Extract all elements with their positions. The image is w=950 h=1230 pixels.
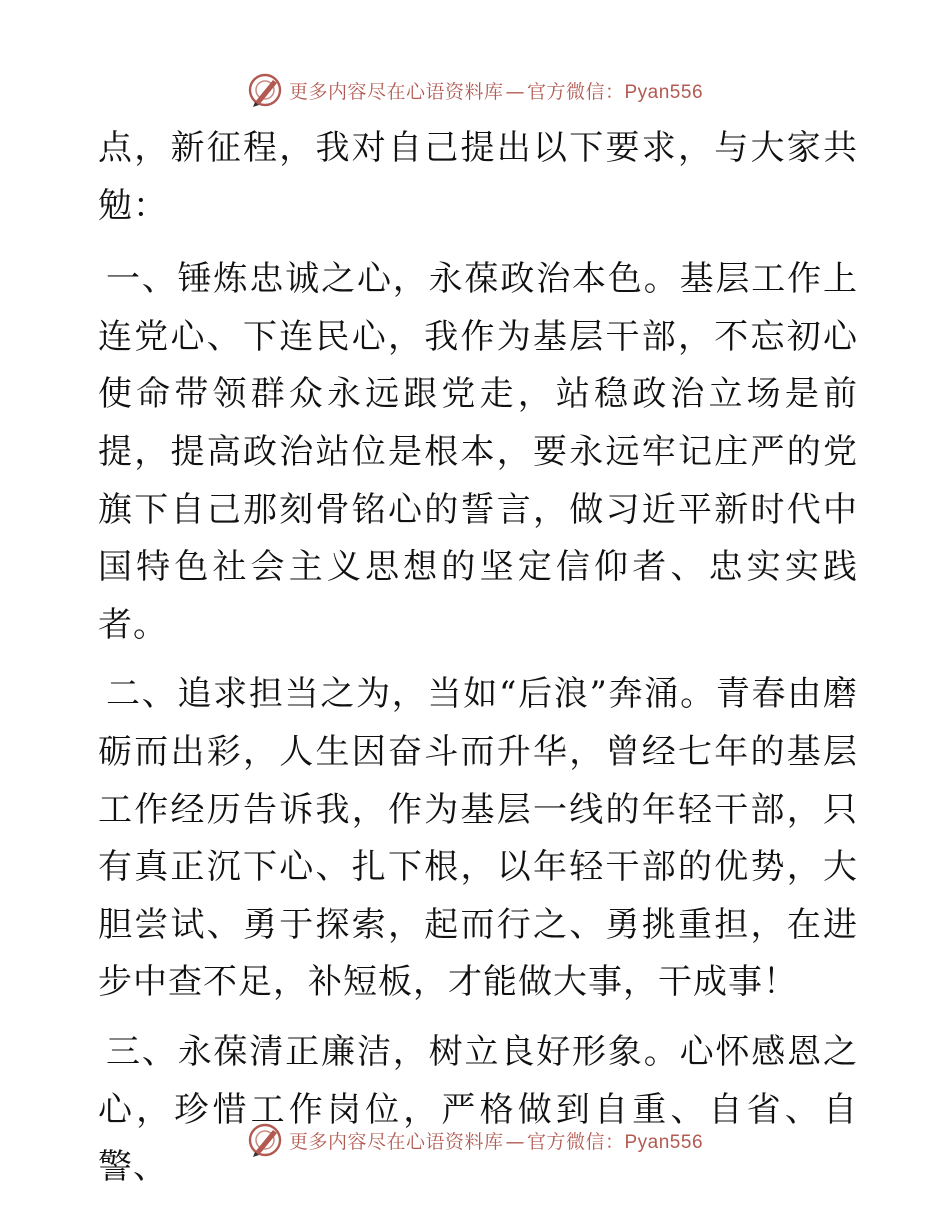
watermark-site: 更多内容尽在心语资料库 — [288, 1130, 504, 1153]
watermark-header — [0, 70, 950, 110]
paragraph-item-1: 一、锤炼忠诚之心，永葆政治本色。基层工作上连党心、下连民心，我作为基层干部，不忘初心使命带领群众永远跟党走，站稳政治立场是前提，提高政治站位是根本，要永远牢记庄严的党旗下自己那刻骨铭心的誓言，做习近平新时代中国特色社会主义思想的坚定信仰者、忠实实践者。 — [98, 259, 858, 645]
watermark-separator: — — [505, 80, 525, 103]
watermark-id: Pyan556 — [624, 81, 704, 103]
watermark-label: 官方微信： — [526, 80, 625, 103]
watermark-id: Pyan556 — [624, 1131, 704, 1153]
pen-logo-icon — [247, 72, 283, 108]
watermark-footer — [0, 1120, 950, 1160]
watermark-separator: — — [505, 1130, 525, 1153]
watermark-site: 更多内容尽在心语资料库 — [288, 80, 504, 103]
document-body — [98, 120, 858, 1209]
paragraph-intro: 点，新征程，我对自己提出以下要求，与大家共勉： — [98, 128, 858, 226]
watermark-text — [289, 1127, 703, 1154]
pen-logo-icon — [247, 1122, 283, 1158]
watermark-label: 官方微信： — [526, 1130, 625, 1153]
paragraph-item-2: 二、追求担当之为，当如“后浪”奔涌。青春由磨砺而出彩，人生因奋斗而升华，曾经七年的基层工作经历告诉我，作为基层一线的年轻干部，只有真正沉下心、扎下根，以年轻干部的优势，大胆尝试、勇于探索，起而行之、勇挑重担，在进步中查不足，补短板，才能做大事，干成事！ — [98, 674, 858, 1003]
paragraph-item-3: 三、永葆清正廉洁，树立良好形象。心怀感恩之心，珍惜工作岗位，严格做到自重、自省、自警、 — [98, 1031, 858, 1188]
watermark-text — [289, 77, 703, 104]
